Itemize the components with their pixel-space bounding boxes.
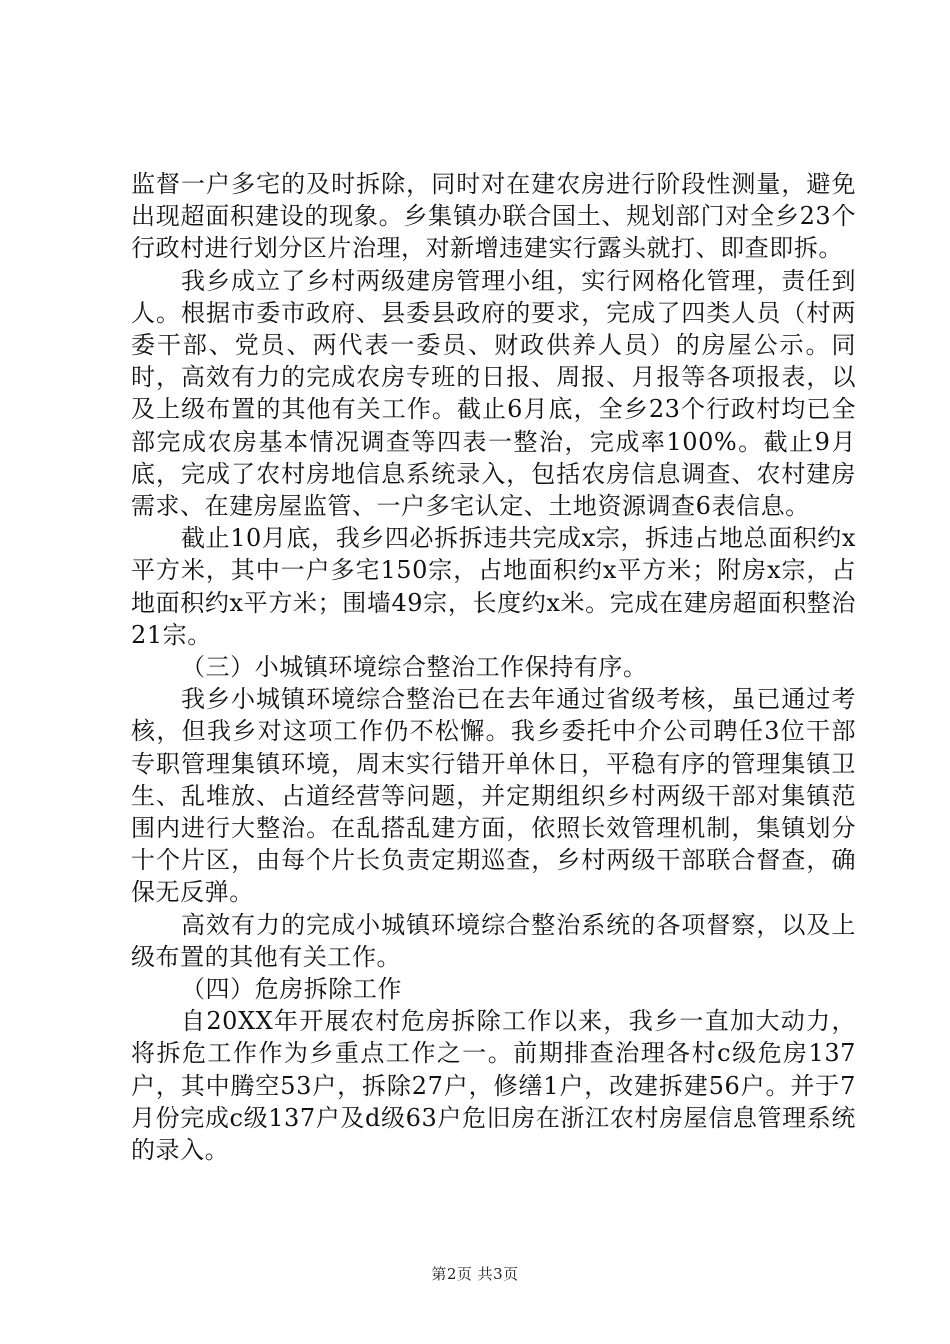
paragraph-dangerous-houses: 自20XX年开展农村危房拆除工作以来，我乡一直加大动力，将拆危工作作为乡重点工作之一。前期排查治理各村c级危房137户，其中腾空53户，拆除27户，修缮1户，改建拆建56户。并于7月份完成c级137户及d级63户危旧房在浙江农村房屋信息管理系统的录入。 bbox=[131, 1007, 856, 1165]
section-heading-3: （三）小城镇环境综合整治工作保持有序。 bbox=[181, 653, 648, 682]
page-footer: 第2页 共3页 bbox=[431, 1265, 519, 1283]
paragraph-management-group: 我乡成立了乡村两级建房管理小组，实行网格化管理，责任到人。根据市委市政府、县委县政府的要求，完成了四类人员（村两委干部、党员、两代表一委员、财政供养人员）的房屋公示。同时，高效有力的完成农房专班的日报、周报、月报等各项报表，以及上级布置的其他有关工作。截止6月底，全乡23个行政村均已全部完成农房基本情况调查等四表一整治，完成率100%。截止9月底，完成了农村房地信息系统录入，包括农房信息调查、农村建房需求、在建房屋监管、一户多宅认定、土地资源调查6表信息。 bbox=[131, 266, 856, 521]
paragraph-continuation: 监督一户多宅的及时拆除，同时对在建农房进行阶段性测量，避免出现超面积建设的现象。乡集镇办联合国土、规划部门对全乡23个行政村进行划分区片治理，对新增违建实行露头就打、即查即拆。 bbox=[131, 170, 856, 263]
document-body bbox=[131, 168, 856, 1166]
paragraph-supervision: 高效有力的完成小城镇环境综合整治系统的各项督察，以及上级布置的其他有关工作。 bbox=[131, 910, 856, 971]
paragraph-town-environment: 我乡小城镇环境综合整治已在去年通过省级考核，虽已通过考核，但我乡对这项工作仍不松懈。我乡委托中介公司聘任3位干部专职管理集镇环境，周末实行错开单休日，平稳有序的管理集镇卫生、乱堆放、占道经营等问题，并定期组织乡村两级干部对集镇范围内进行大整治。在乱搭乱建方面，依照长效管理机制，集镇划分十个片区，由每个片长负责定期巡查，乡村两级干部联合督查，确保无反弹。 bbox=[131, 685, 856, 907]
section-heading-4: （四）危房拆除工作 bbox=[181, 975, 402, 1004]
paragraph-demolition-stats: 截止10月底，我乡四必拆拆违共完成x宗，拆违占地总面积约x平方米，其中一户多宅150宗，占地面积约x平方米；附房x宗，占地面积约x平方米；围墙49宗，长度约x米。完成在建房超面积整治21宗。 bbox=[131, 524, 856, 649]
